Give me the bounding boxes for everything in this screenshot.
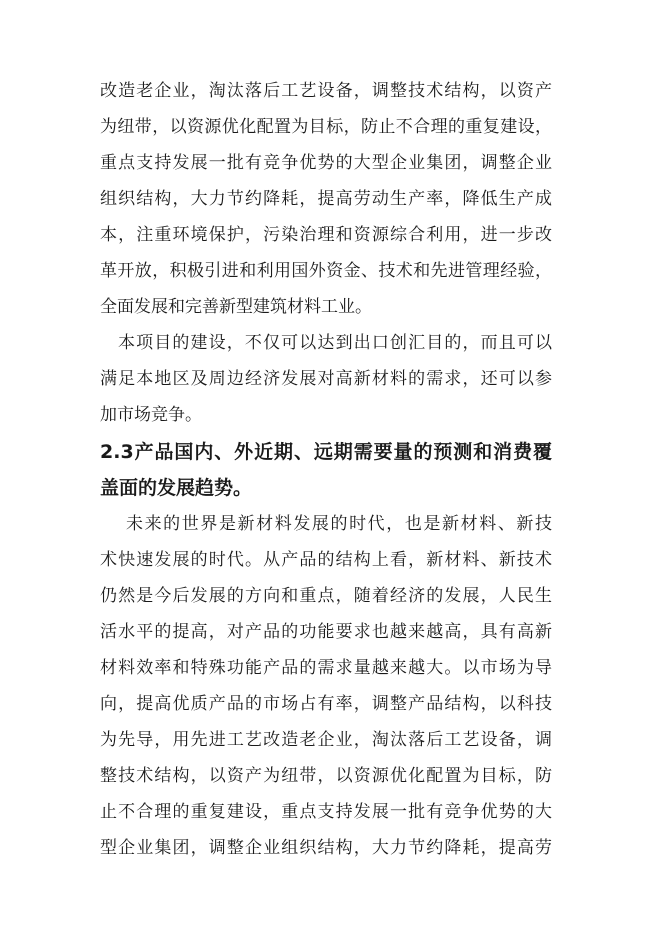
paragraph-line: 为纽带，以资源优化配置为目标，防止不合理的重复建设， [100,117,552,137]
paragraph-line: 整技术结构，以资产为纽带，以资源优化配置为目标，防 [100,766,552,786]
paragraph-line: 未来的世界是新材料发展的时代，也是新材料、新技 [126,514,552,534]
paragraph-line: 型企业集团，调整企业组织结构，大力节约降耗，提高劳 [100,838,552,858]
paragraph-line: 加市场竞争。 [100,405,202,425]
paragraph-line: 重点支持发展一批有竞争优势的大型企业集团，调整企业 [100,153,552,173]
paragraph-line: 术快速发展的时代。从产品的结构上看，新材料、新技术 [100,550,552,570]
paragraph-line: 为先导，用先进工艺改造老企业，淘汰落后工艺设备，调 [100,730,552,750]
paragraph-line: 满足本地区及周边经济发展对高新材料的需求，还可以参 [100,369,552,389]
paragraph-line: 本，注重环境保护，污染治理和资源综合利用，进一步改 [100,225,552,245]
paragraph-line: 组织结构，大力节约降耗，提高劳动生产率，降低生产成 [100,189,552,209]
paragraph-line: 革开放，积极引进和利用国外资金、技术和先进管理经验， [100,261,552,281]
paragraph-line: 活水平的提高，对产品的功能要求也越来越高，具有高新 [100,622,552,642]
paragraph-line: 向，提高优质产品的市场占有率，调整产品结构，以科技 [100,694,552,714]
section-heading: 2.3产品国内、外近期、远期需要量的预测和消费覆 [100,441,552,463]
paragraph-line: 材料效率和特殊功能产品的需求量越来越大。以市场为导 [100,658,552,678]
section-heading: 盖面的发展趋势。 [100,477,253,499]
paragraph-line: 仍然是今后发展的方向和重点，随着经济的发展，人民生 [100,586,552,606]
paragraph-line: 改造老企业，淘汰落后工艺设备，调整技术结构，以资产 [100,81,552,101]
paragraph-line: 全面发展和完善新型建筑材料工业。 [100,297,372,317]
paragraph-line: 止不合理的重复建设，重点支持发展一批有竞争优势的大 [100,802,552,822]
paragraph-line: 本项目的建设，不仅可以达到出口创汇目的，而且可以 [118,333,552,353]
